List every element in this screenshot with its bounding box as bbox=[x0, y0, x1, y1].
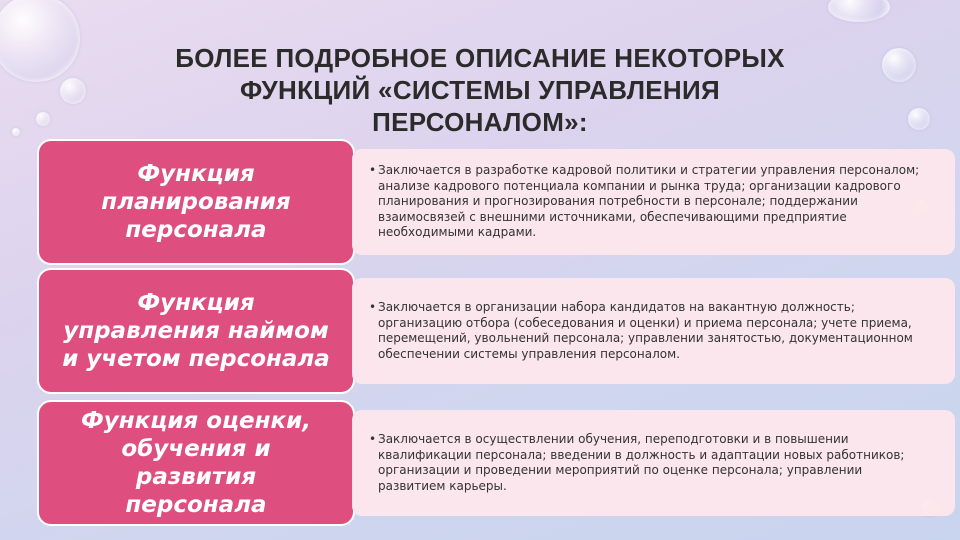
function-row-planning bbox=[37, 139, 957, 265]
title-line-1: БОЛЕЕ ПОДРОБНОЕ ОПИСАНИЕ НЕКОТОРЫХ bbox=[175, 43, 785, 73]
description-text: • Заключается в осуществлении обучения, переподготовки и в повышении квалификации персонала; введении в должность и адаптации новых работников; организации и проведении мероприятий по оценке персонала; управлении развитием карьеры. bbox=[369, 432, 927, 494]
function-row-hiring bbox=[37, 268, 957, 394]
function-description-training bbox=[352, 410, 955, 516]
title-line-3: ПЕРСОНАЛОМ»: bbox=[372, 107, 588, 137]
function-label-training: Функция оценки, обучения и развития персонала bbox=[37, 400, 355, 526]
bubble-decoration bbox=[908, 108, 930, 130]
slide-title bbox=[60, 42, 900, 138]
description-text: • Заключается в разработке кадровой политики и стратегии управления персоналом; анализе кадрового потенциала компании и рынка труда; организации кадрового планирования и прогнозирования потребности в персонале; поддержании взаимосвязей с внешними источниками, обеспечивающими предприятие необходимыми кадрами. bbox=[369, 163, 927, 241]
bubble-decoration bbox=[828, 0, 890, 22]
function-description-planning bbox=[352, 149, 955, 255]
function-label-planning: Функция планирования персонала bbox=[37, 139, 355, 265]
title-line-2: ФУНКЦИЙ «СИСТЕМЫ УПРАВЛЕНИЯ bbox=[240, 75, 720, 105]
description-text: • Заключается в организации набора кандидатов на вакантную должность; организацию отбора (собеседования и оценки) и приема персонала; учете приема, перемещений, увольнений персонала; управлении занятостью, документационном обеспечении системы управления персоналом. bbox=[369, 300, 927, 362]
function-description-hiring bbox=[352, 278, 955, 384]
bubble-decoration bbox=[36, 112, 50, 126]
function-label-hiring: Функция управления наймом и учетом персонала bbox=[37, 268, 355, 394]
bubble-decoration bbox=[12, 128, 20, 136]
function-row-training bbox=[37, 400, 957, 526]
